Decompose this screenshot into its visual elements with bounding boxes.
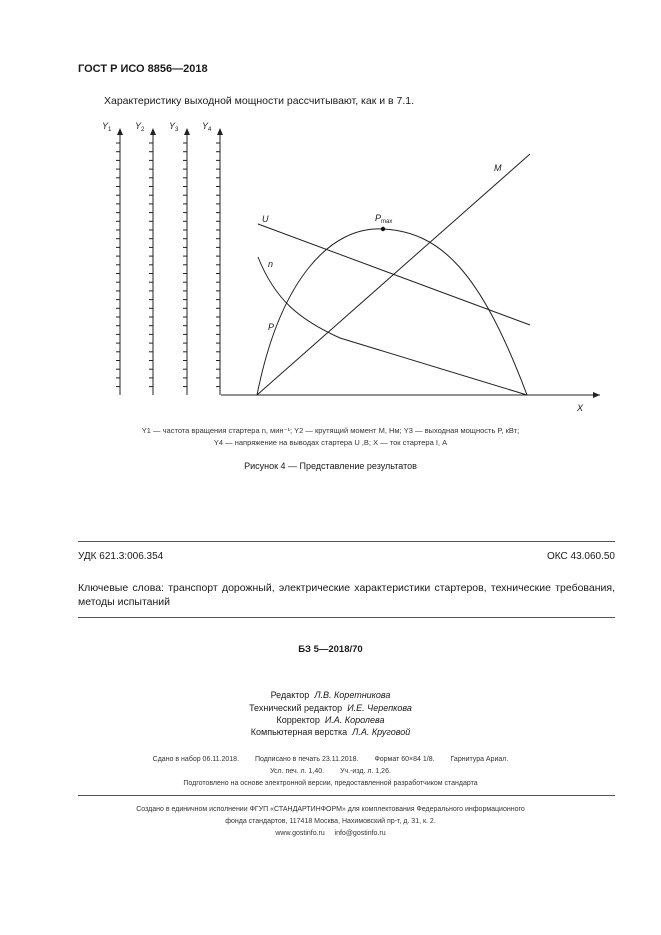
bz-number: БЗ 5—2018/70 — [298, 644, 363, 655]
y-axis-2-label: $Y_2$ — [135, 121, 145, 133]
credit-tech-editor: Технический редактор И.Е. Черепкова — [249, 703, 412, 713]
keywords: Ключевые слова: транспорт дорожный, электрические характеристики стартеров, технические требования, методы испытаний — [78, 582, 615, 608]
publication-line-1: Сдано в набор 06.11.2018. Подписано в печать 23.11.2018. Формат 60×84 1/8. Гарнитура Ариал. — [152, 756, 509, 763]
y-axis-1-arrow — [117, 128, 123, 135]
intro-text: Характеристику выходной мощности рассчитывают, как и в 7.1. — [104, 95, 415, 107]
y-axis-4-arrow — [217, 128, 223, 135]
divider-footer — [78, 795, 615, 796]
publication-line-2: Усл. печ. л. 1,40. Уч.-изд. л. 1,26. — [270, 768, 391, 775]
figure-legend-line-1: Y1 — частота вращения стартера n, мин⁻¹; Y2 — крутящий момент M, Нм; Y3 — выходная мощность P, кВт; — [141, 426, 520, 435]
credit-layout: Компьютерная верстка Л.А. Круговой — [250, 727, 411, 737]
y-axis-labels — [102, 121, 212, 133]
pmax-point — [381, 227, 385, 231]
footer-block — [0, 804, 661, 840]
publication-line-3: Подготовлено на основе электронной версии, предоставленной разработчиком стандарта — [183, 780, 478, 787]
footer-line-2: фонда стандартов, 117418 Москва, Нахимовский пр-т, д. 31, к. 2. — [225, 818, 436, 825]
website-link[interactable]: www.gostinfo.ru — [275, 830, 325, 837]
udk-code: УДК 621.3:006.354 — [78, 551, 164, 562]
y-axes-group — [116, 128, 223, 395]
standard-number: ГОСТ Р ИСО 8856—2018 — [78, 63, 208, 75]
credit-proofreader: Корректор И.А. Королева — [276, 715, 385, 725]
y-axis-1-label: $Y_1$ — [102, 121, 112, 133]
email-link[interactable]: info@gostinfo.ru — [334, 830, 386, 837]
footer-line-3 — [0, 828, 661, 840]
curve-P — [257, 229, 527, 395]
footer-line-1: Создано в единичном исполнении ФГУП «СТАНДАРТИНФОРМ» для комплектования Федерального информационного — [136, 806, 525, 813]
results-figure — [0, 0, 661, 440]
oks-code: ОКС 43.060.50 — [547, 551, 615, 562]
curve-P-label: P — [268, 322, 275, 332]
figure-legend-line-2: Y4 — напряжение на выводах стартера U ,В; X — ток стартера I, А — [213, 438, 448, 447]
y-axis-2-arrow — [150, 128, 156, 135]
divider-bottom — [78, 617, 615, 618]
x-axis-label: X — [577, 403, 584, 413]
y-axis-3-label: $Y_3$ — [169, 121, 179, 133]
y-axis-3-arrow — [184, 128, 190, 135]
curve-n-label: n — [268, 259, 274, 269]
curve-M-label: M — [494, 163, 502, 173]
curve-n — [258, 257, 527, 395]
curve-U-label: U — [262, 214, 269, 224]
figure-title: Рисунок 4 — Представление результатов — [244, 461, 417, 471]
divider-top — [78, 541, 615, 542]
x-axis-arrow — [593, 392, 600, 398]
credit-editor: Редактор Л.В. Коретникова — [270, 690, 391, 700]
pmax-label: $P_{max}$ — [375, 213, 393, 225]
y-axis-4-label: $Y_4$ — [202, 121, 212, 133]
